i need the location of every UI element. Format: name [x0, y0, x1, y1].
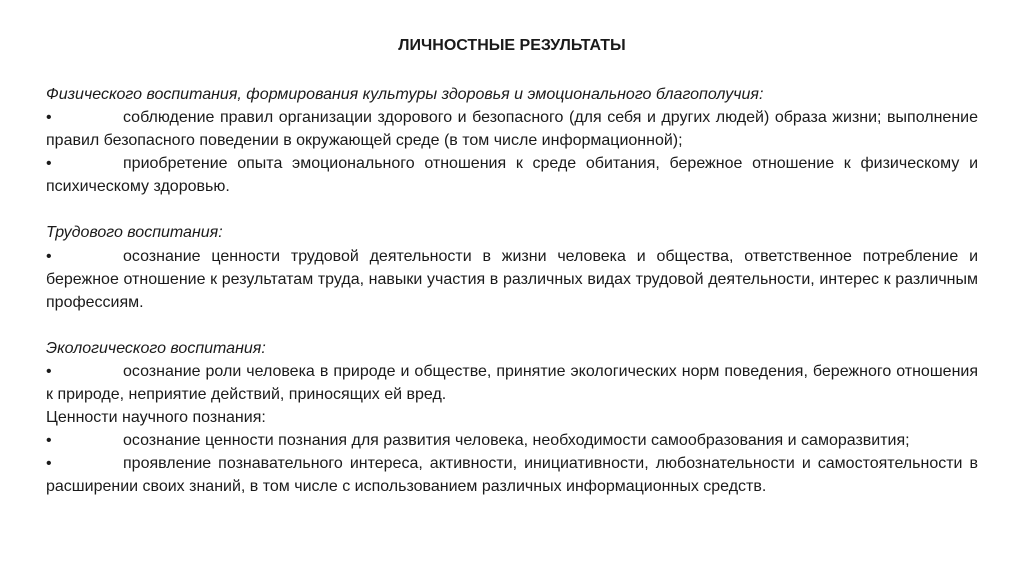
bullet-icon: •: [46, 155, 52, 173]
spacer: [46, 314, 978, 337]
list-item-text: осознание ценности познания для развития человека, необходимости самообразования и саморазвития;: [123, 432, 910, 450]
bullet-icon: •: [46, 247, 52, 265]
bullet-icon: •: [46, 109, 52, 127]
section-heading-ecological: Экологического воспитания:: [46, 339, 266, 357]
section-heading-scientific: Ценности научного познания:: [46, 409, 266, 427]
list-item: [46, 245, 978, 314]
list-item-text: проявление познавательного интереса, активности, инициативности, любознательности и самостоятельности в расширении своих знаний, в том числе с использованием различных информационных средств.: [46, 455, 978, 496]
list-item: [46, 429, 978, 452]
list-item-text: осознание роли человека в природе и обществе, принятие экологических норм поведения, бережного отношения к природе, неприятие действий, приносящих ей вред.: [46, 362, 978, 404]
bullet-icon: •: [46, 432, 52, 450]
document-body: [46, 83, 978, 499]
list-item-text: осознание ценности трудовой деятельности в жизни человека и общества, ответственное потребление и бережное отношение к результатам труда, навыки участия в различных видах трудовой деятельности, интерес к различным профессиям.: [46, 247, 978, 311]
section-heading-labor: Трудового воспитания:: [46, 224, 223, 242]
list-item-text: соблюдение правил организации здорового и безопасного (для себя и других людей) образа жизни; выполнение правил безопасного поведении в окружающей среде (в том числе информационной);: [46, 109, 978, 150]
bullet-icon: •: [46, 362, 52, 380]
section-heading-physical: Физического воспитания, формирования культуры здоровья и эмоционального благополучия:: [46, 86, 764, 103]
spacer: [46, 198, 978, 221]
list-item: [46, 452, 978, 498]
bullet-icon: •: [46, 455, 52, 473]
list-item-text: приобретение опыта эмоционального отношения к среде обитания, бережное отношение к физическому и психическому здоровью.: [46, 155, 978, 196]
list-item: [46, 106, 978, 152]
page-title: ЛИЧНОСТНЫЕ РЕЗУЛЬТАТЫ: [398, 37, 626, 54]
list-item: [46, 152, 978, 198]
list-item: [46, 360, 978, 406]
